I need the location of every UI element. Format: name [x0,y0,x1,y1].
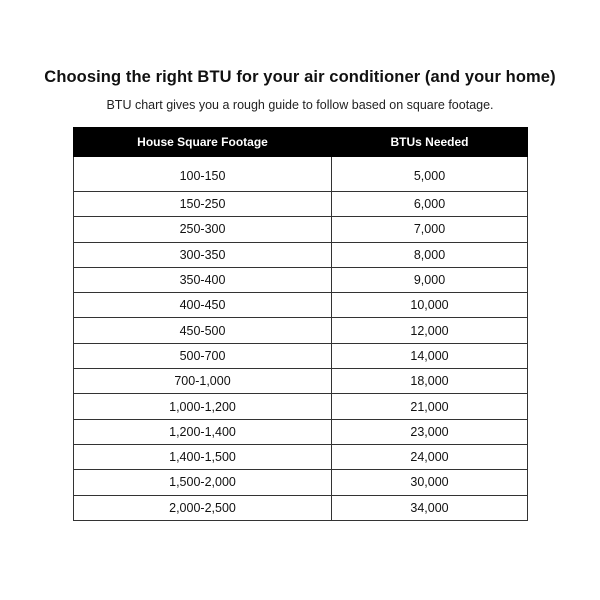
table-row [74,318,528,343]
table-row [74,217,528,242]
square-footage-cell: 150-250 [74,192,332,217]
table-row [74,495,528,520]
square-footage-cell: 450-500 [74,318,332,343]
btu-cell: 30,000 [332,470,528,495]
table-row [74,444,528,469]
square-footage-cell: 1,500-2,000 [74,470,332,495]
table-row [74,242,528,267]
btu-cell: 5,000 [332,157,528,192]
header-btus-needed: BTUs Needed [332,128,528,157]
square-footage-cell: 400-450 [74,293,332,318]
table-row [74,267,528,292]
square-footage-cell: 250-300 [74,217,332,242]
btu-cell: 23,000 [332,419,528,444]
btu-cell: 12,000 [332,318,528,343]
square-footage-cell: 1,000-1,200 [74,394,332,419]
btu-cell: 18,000 [332,369,528,394]
btu-cell: 9,000 [332,267,528,292]
square-footage-cell: 300-350 [74,242,332,267]
btu-cell: 6,000 [332,192,528,217]
table-row [74,419,528,444]
table-header-row [74,128,528,157]
square-footage-cell: 350-400 [74,267,332,292]
square-footage-cell: 1,400-1,500 [74,444,332,469]
table-row [74,157,528,192]
table-row [74,470,528,495]
square-footage-cell: 100-150 [74,157,332,192]
table-body [74,157,528,521]
table-row [74,192,528,217]
header-square-footage: House Square Footage [74,128,332,157]
btu-cell: 34,000 [332,495,528,520]
table-header [74,128,528,157]
btu-cell: 8,000 [332,242,528,267]
table-row [74,369,528,394]
page-subtitle: BTU chart gives you a rough guide to follow based on square footage. [106,98,494,112]
page-title: Choosing the right BTU for your air conditioner (and your home) [44,68,556,86]
square-footage-cell: 2,000-2,500 [74,495,332,520]
btu-cell: 14,000 [332,343,528,368]
square-footage-cell: 500-700 [74,343,332,368]
table-row [74,343,528,368]
square-footage-cell: 1,200-1,400 [74,419,332,444]
btu-cell: 10,000 [332,293,528,318]
table-row [74,293,528,318]
square-footage-cell: 700-1,000 [74,369,332,394]
btu-cell: 7,000 [332,217,528,242]
btu-cell: 24,000 [332,444,528,469]
btu-cell: 21,000 [332,394,528,419]
btu-table [73,127,528,521]
table-row [74,394,528,419]
